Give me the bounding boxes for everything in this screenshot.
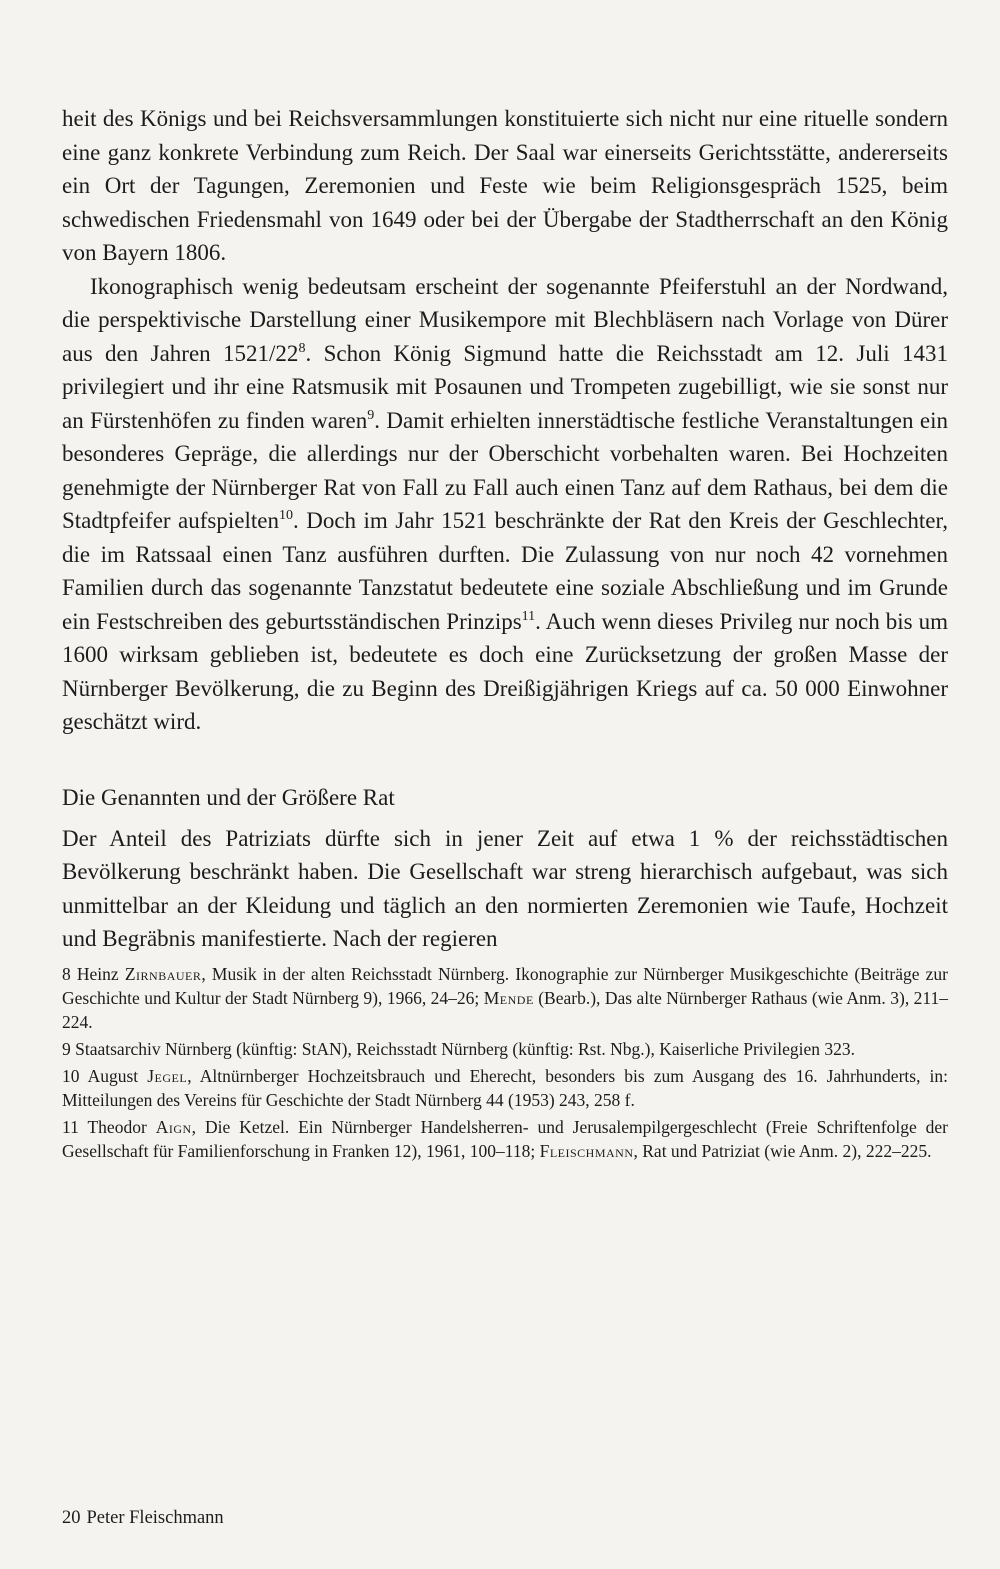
author-surname: Zirnbauer <box>124 963 202 984</box>
footnote-11 <box>62 1115 948 1163</box>
footnote-number: 9 <box>62 1038 71 1059</box>
section-body <box>62 822 948 956</box>
footnote-reference: 9 <box>367 407 375 423</box>
body-text <box>62 102 948 739</box>
footnote-reference: 8 <box>298 340 306 356</box>
footnote-reference: 10 <box>278 508 293 523</box>
footnote-text: Heinz Zirnbauer, Musik in der alten Reichsstadt Nürnberg. Ikonographie zur Nürnberger Musikgeschichte (Beiträge zur Geschichte und Kultur der Stadt Nürnberg 9), 1966, 24–26; Mende (Bearb.), Das alte Nürnberger Rathaus (wie Anm. 3), 211–224. <box>62 963 948 1032</box>
page-number: 20 <box>62 1508 81 1528</box>
footnote-9 <box>62 1037 948 1061</box>
footnote-number: 8 <box>62 963 71 984</box>
footnote-text: August Jegel, Altnürnberger Hochzeitsbrauch und Eherecht, besonders bis zum Ausgang des 16. Jahrhunderts, in: Mitteilungen des Vereins für Geschichte der Stadt Nürnberg 44 (1953) 243, 258 f. <box>62 1065 948 1110</box>
paragraph-1: heit des Königs und bei Reichsversammlungen konstituierte sich nicht nur eine rituelle sondern eine ganz konkrete Verbindung zum Reich. Der Saal war einerseits Gerichtsstätte, andererseits ein Ort der Tagungen, Zeremonien und Feste wie beim Religionsgespräch 1525, beim schwedischen Friedensmahl von 1649 oder bei der Übergabe der Stadtherrschaft an den König von Bayern 1806. <box>62 106 948 265</box>
running-author: Peter Fleischmann <box>86 1508 224 1528</box>
footnote-reference: 11 <box>521 608 536 624</box>
book-page <box>62 102 948 1166</box>
footnote-number: 11 <box>62 1116 79 1137</box>
footnote-number: 10 <box>62 1065 80 1086</box>
page-footer <box>62 1506 224 1530</box>
author-surname: Aign <box>155 1116 192 1137</box>
author-surname: Jegel <box>147 1065 188 1086</box>
footnotes <box>62 962 948 1163</box>
footnote-text: Staatsarchiv Nürnberg (künftig: StAN), Reichsstadt Nürnberg (künftig: Rst. Nbg.), Kaiserliche Privilegien 323. <box>75 1038 856 1059</box>
paragraph-2: Ikonographisch wenig bedeutsam erscheint der sogenannte Pfeiferstuhl an der Nordwand, die perspektivische Darstellung einer Musikempore mit Blechbläsern nach Vorlage von Dürer aus den Jahren $1521/22^8$. Schon König Sigmund hatte die Reichsstadt am 12. Juli 1431 privilegiert und ihr eine Ratsmusik mit Posaunen und Trompeten zugebilligt, wie sie sonst nur an Fürstenhöfen zu finden waren$^9$. Damit erhielten innerstädtische festliche Veranstaltungen ein besonderes Gepräge, die allerdings nur der Oberschicht vorbehalten waren. Bei Hochzeiten genehmigte der Nürnberger Rat von Fall zu Fall auch einen Tanz auf dem Rathaus, bei dem die Stadtpfeifer aufspielten$^{10}$. Doch im Jahr 1521 beschränkte der Rat den Kreis der Geschlechter, die im Ratssaal einen Tanz ausführen durften. Die Zulassung von nur noch 42 vornehmen Familien durch das sogenannte Tanzstatut bedeutete eine soziale Abschließung und im Grunde ein Festschreiben des geburtsständischen Prinzips$^{11}$. Auch wenn dieses Privileg nur noch bis um 1600 wirksam geblieben ist, bedeutete es doch eine Zurücksetzung der großen Masse der Nürnberger Bevölkerung, die zu Beginn des Dreißigjährigen Kriegs auf ca. 50 000 Einwohner geschätzt wird. <box>62 273 949 734</box>
author-surname: Mende <box>483 987 534 1008</box>
footnote-8 <box>62 962 948 1034</box>
section-paragraph: Der Anteil des Patriziats dürfte sich in jener Zeit auf etwa 1 % der reichsstädtischen Bevölkerung beschränkt haben. Die Gesellschaft war streng hierarchisch aufgebaut, was sich unmittelbar an der Kleidung und täglich an den normierten Zeremonien wie Taufe, Hochzeit und Begräbnis manifestierte. Nach der regieren <box>62 825 948 951</box>
footnote-10 <box>62 1064 948 1112</box>
section-heading: Die Genannten und der Größere Rat <box>62 784 395 810</box>
footnote-text: Theodor Aign, Die Ketzel. Ein Nürnberger Handelsherren- und Jerusalempilgergeschlecht (Freie Schriftenfolge der Gesellschaft für Familienforschung in Franken 12), 1961, 100–118; Fleischmann, Rat und Patriziat (wie Anm. 2), 222–225. <box>62 1116 948 1161</box>
author-surname: Fleischmann <box>539 1140 634 1161</box>
